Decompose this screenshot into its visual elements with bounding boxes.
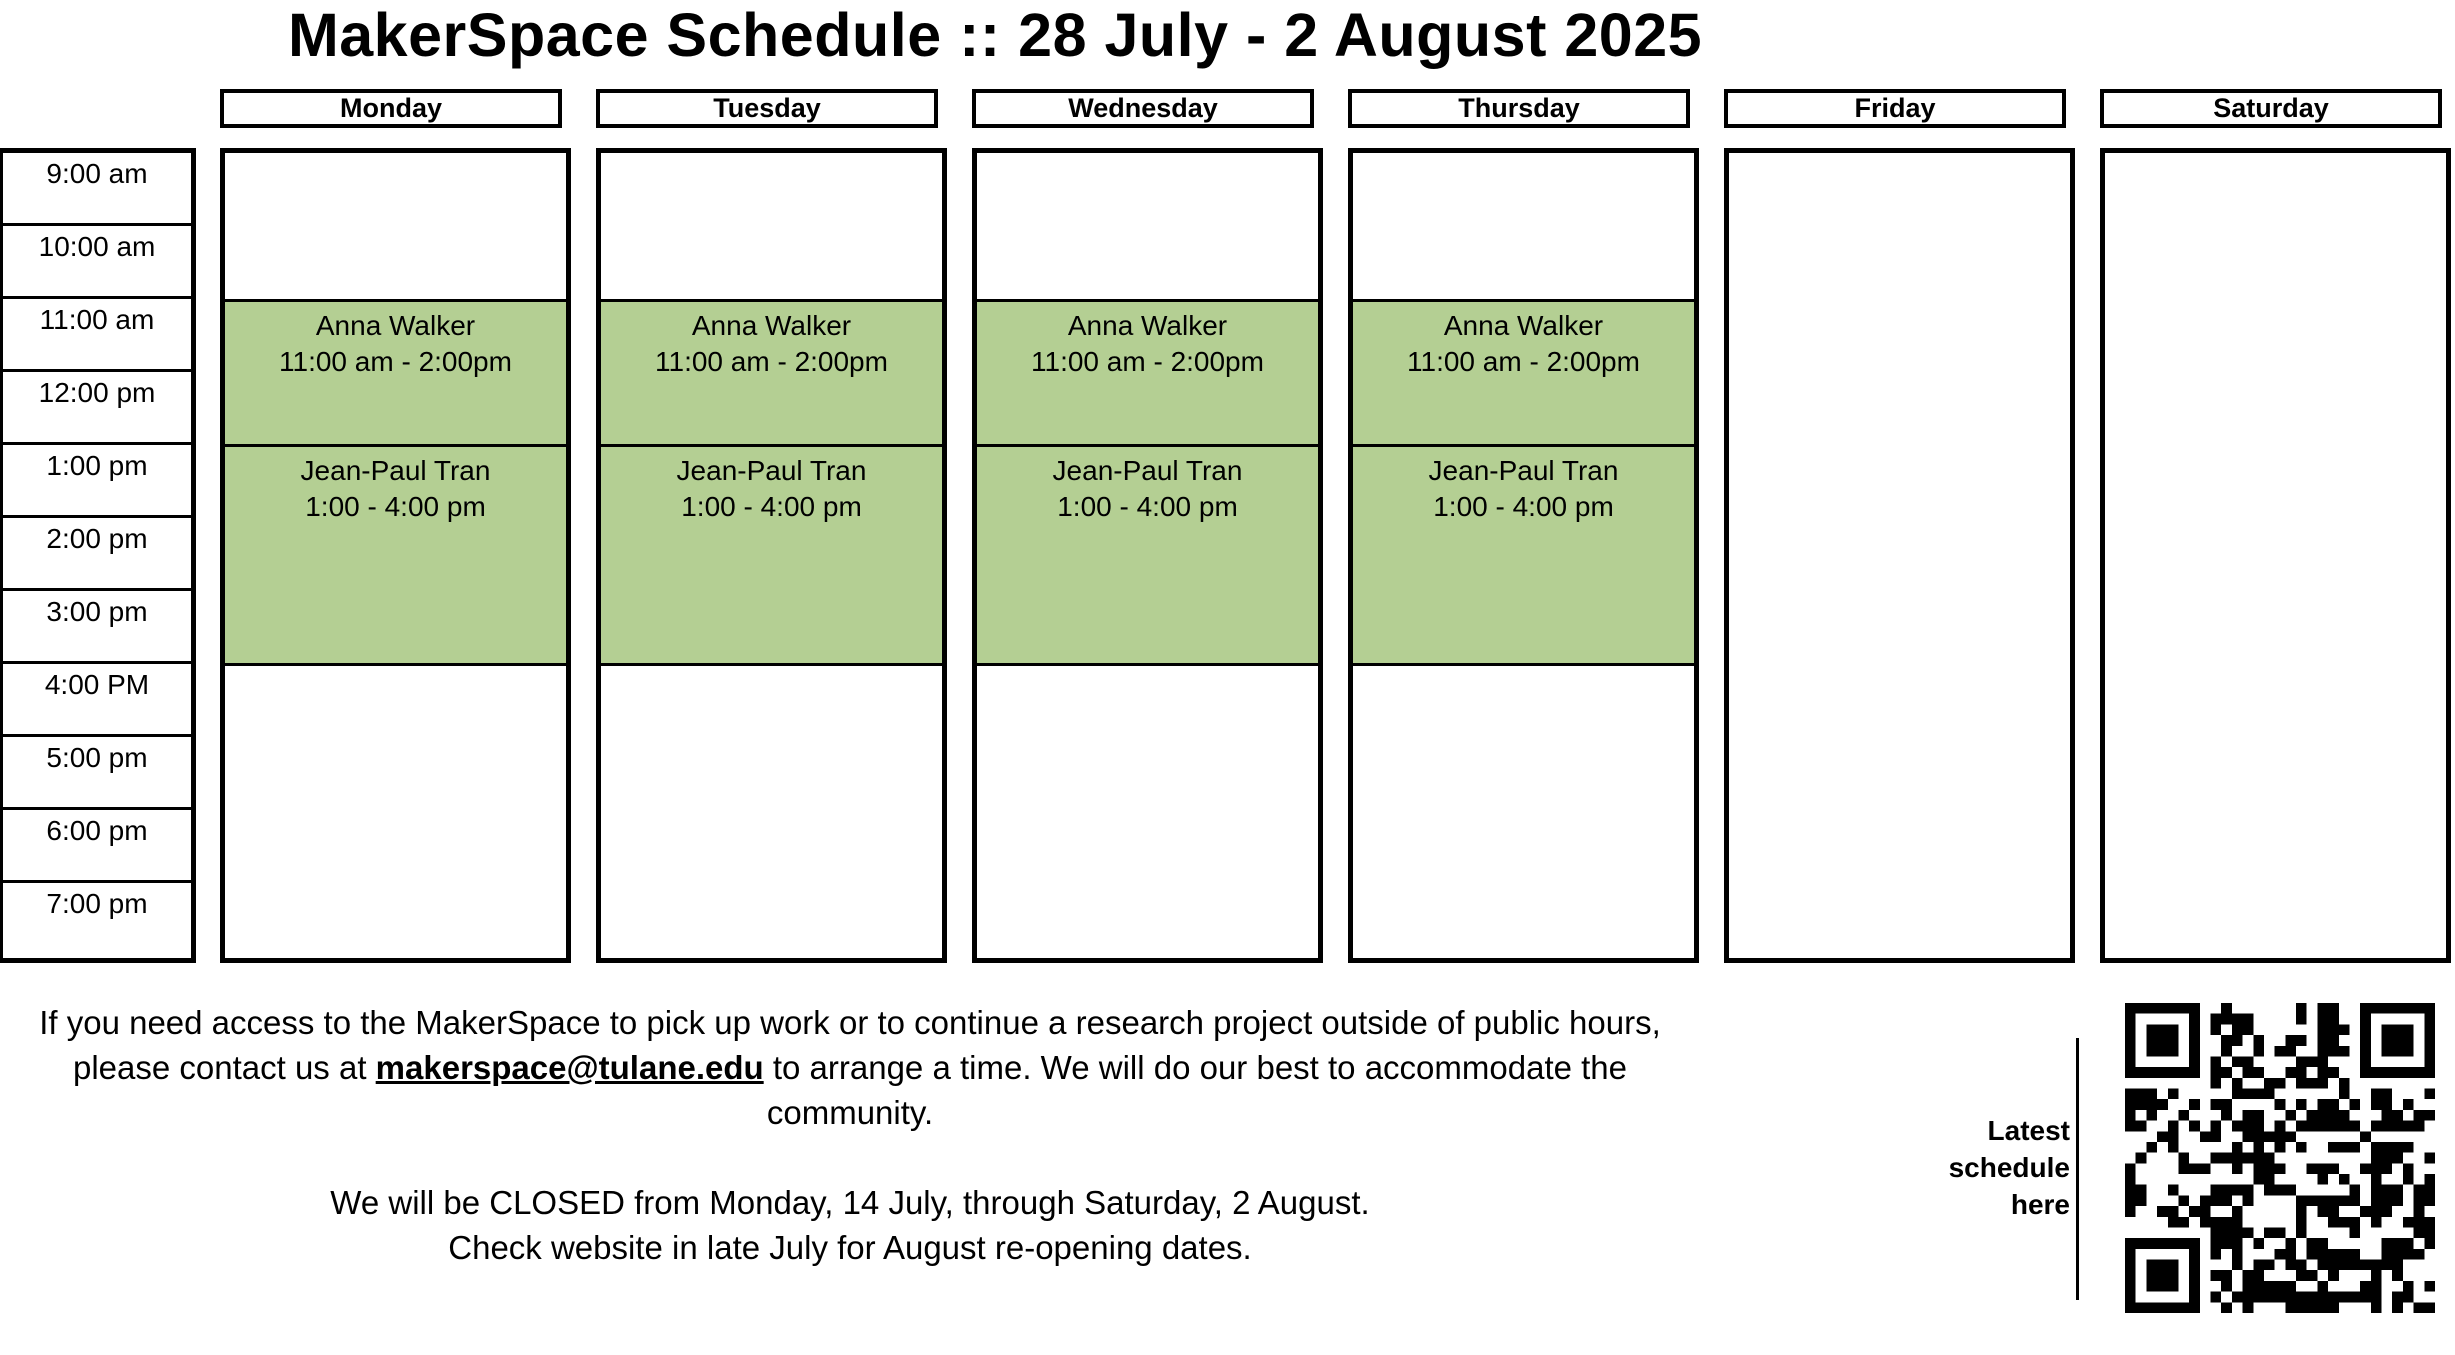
shift-name: Anna Walker <box>315 310 476 341</box>
page-title: MakerSpace Schedule :: 28 July - 2 August 2025 <box>287 1 1703 69</box>
time-slot: 10:00 am <box>3 226 191 299</box>
closed-notice-line: Check website in late July for August re-opening dates. <box>448 1229 1252 1266</box>
time-slot: 6:00 pm <box>3 810 191 883</box>
day-header-friday: Friday <box>1724 89 2066 128</box>
shift-block <box>977 444 1318 666</box>
day-column-tuesday <box>596 148 947 963</box>
notice-text: please contact us at <box>72 1049 376 1086</box>
qr-label-line: here <box>2010 1189 2070 1220</box>
time-slot: 11:00 am <box>3 299 191 372</box>
shift-hours: 11:00 am - 2:00pm <box>1407 346 1640 377</box>
qr-label-line: schedule <box>1948 1152 2070 1183</box>
shift-name: Anna Walker <box>1067 310 1228 341</box>
time-slot: 4:00 PM <box>3 664 191 737</box>
shift-block <box>977 299 1318 447</box>
time-slot: 1:00 pm <box>3 445 191 518</box>
notice-line <box>0 1045 1700 1090</box>
shift-name: Anna Walker <box>1443 310 1604 341</box>
qr-label-line: Latest <box>1987 1115 2070 1146</box>
shift-name: Jean-Paul Tran <box>1052 455 1243 486</box>
shift-hours: 11:00 am - 2:00pm <box>655 346 888 377</box>
day-column-monday <box>220 148 571 963</box>
shift-name: Jean-Paul Tran <box>300 455 491 486</box>
day-column-wednesday <box>972 148 1323 963</box>
notice-line: If you need access to the MakerSpace to pick up work or to continue a research project outside of public hours, <box>39 1004 1661 1041</box>
day-column-friday <box>1724 148 2075 963</box>
shift-block <box>1353 444 1694 666</box>
time-slot: 7:00 pm <box>46 888 148 919</box>
notice-text: to arrange a time. We will do our best to accommodate the <box>763 1049 1628 1086</box>
day-header-monday: Monday <box>220 89 562 128</box>
shift-name: Jean-Paul Tran <box>1428 455 1619 486</box>
shift-block <box>601 299 942 447</box>
email-link[interactable]: makerspace@tulane.edu <box>375 1049 764 1086</box>
shift-hours: 11:00 am - 2:00pm <box>1031 346 1264 377</box>
shift-hours: 1:00 - 4:00 pm <box>1057 491 1238 522</box>
shift-block <box>225 299 566 447</box>
shift-block <box>1353 299 1694 447</box>
shift-block <box>601 444 942 666</box>
shift-hours: 1:00 - 4:00 pm <box>305 491 486 522</box>
qr-code-icon[interactable] <box>2125 1003 2435 1313</box>
day-header-saturday: Saturday <box>2100 89 2442 128</box>
day-column-thursday <box>1348 148 1699 963</box>
day-column-saturday <box>2100 148 2451 963</box>
time-slot: 3:00 pm <box>3 591 191 664</box>
day-header-thursday: Thursday <box>1348 89 1690 128</box>
time-slot: 9:00 am <box>3 153 191 226</box>
notice-line: community. <box>766 1094 934 1131</box>
access-notice <box>0 1000 1700 1270</box>
closed-notice-line: We will be CLOSED from Monday, 14 July, through Saturday, 2 August. <box>330 1184 1370 1221</box>
shift-hours: 1:00 - 4:00 pm <box>1433 491 1614 522</box>
spacer <box>0 1135 1700 1180</box>
day-header-tuesday: Tuesday <box>596 89 938 128</box>
qr-label <box>1900 1112 2070 1223</box>
time-slot: 5:00 pm <box>3 737 191 810</box>
divider <box>2076 1038 2079 1300</box>
time-slot: 12:00 pm <box>3 372 191 445</box>
shift-block <box>225 444 566 666</box>
time-column <box>0 148 196 963</box>
time-slot: 2:00 pm <box>3 518 191 591</box>
shift-name: Jean-Paul Tran <box>676 455 867 486</box>
shift-name: Anna Walker <box>691 310 852 341</box>
shift-hours: 1:00 - 4:00 pm <box>681 491 862 522</box>
day-header-wednesday: Wednesday <box>972 89 1314 128</box>
shift-hours: 11:00 am - 2:00pm <box>279 346 512 377</box>
